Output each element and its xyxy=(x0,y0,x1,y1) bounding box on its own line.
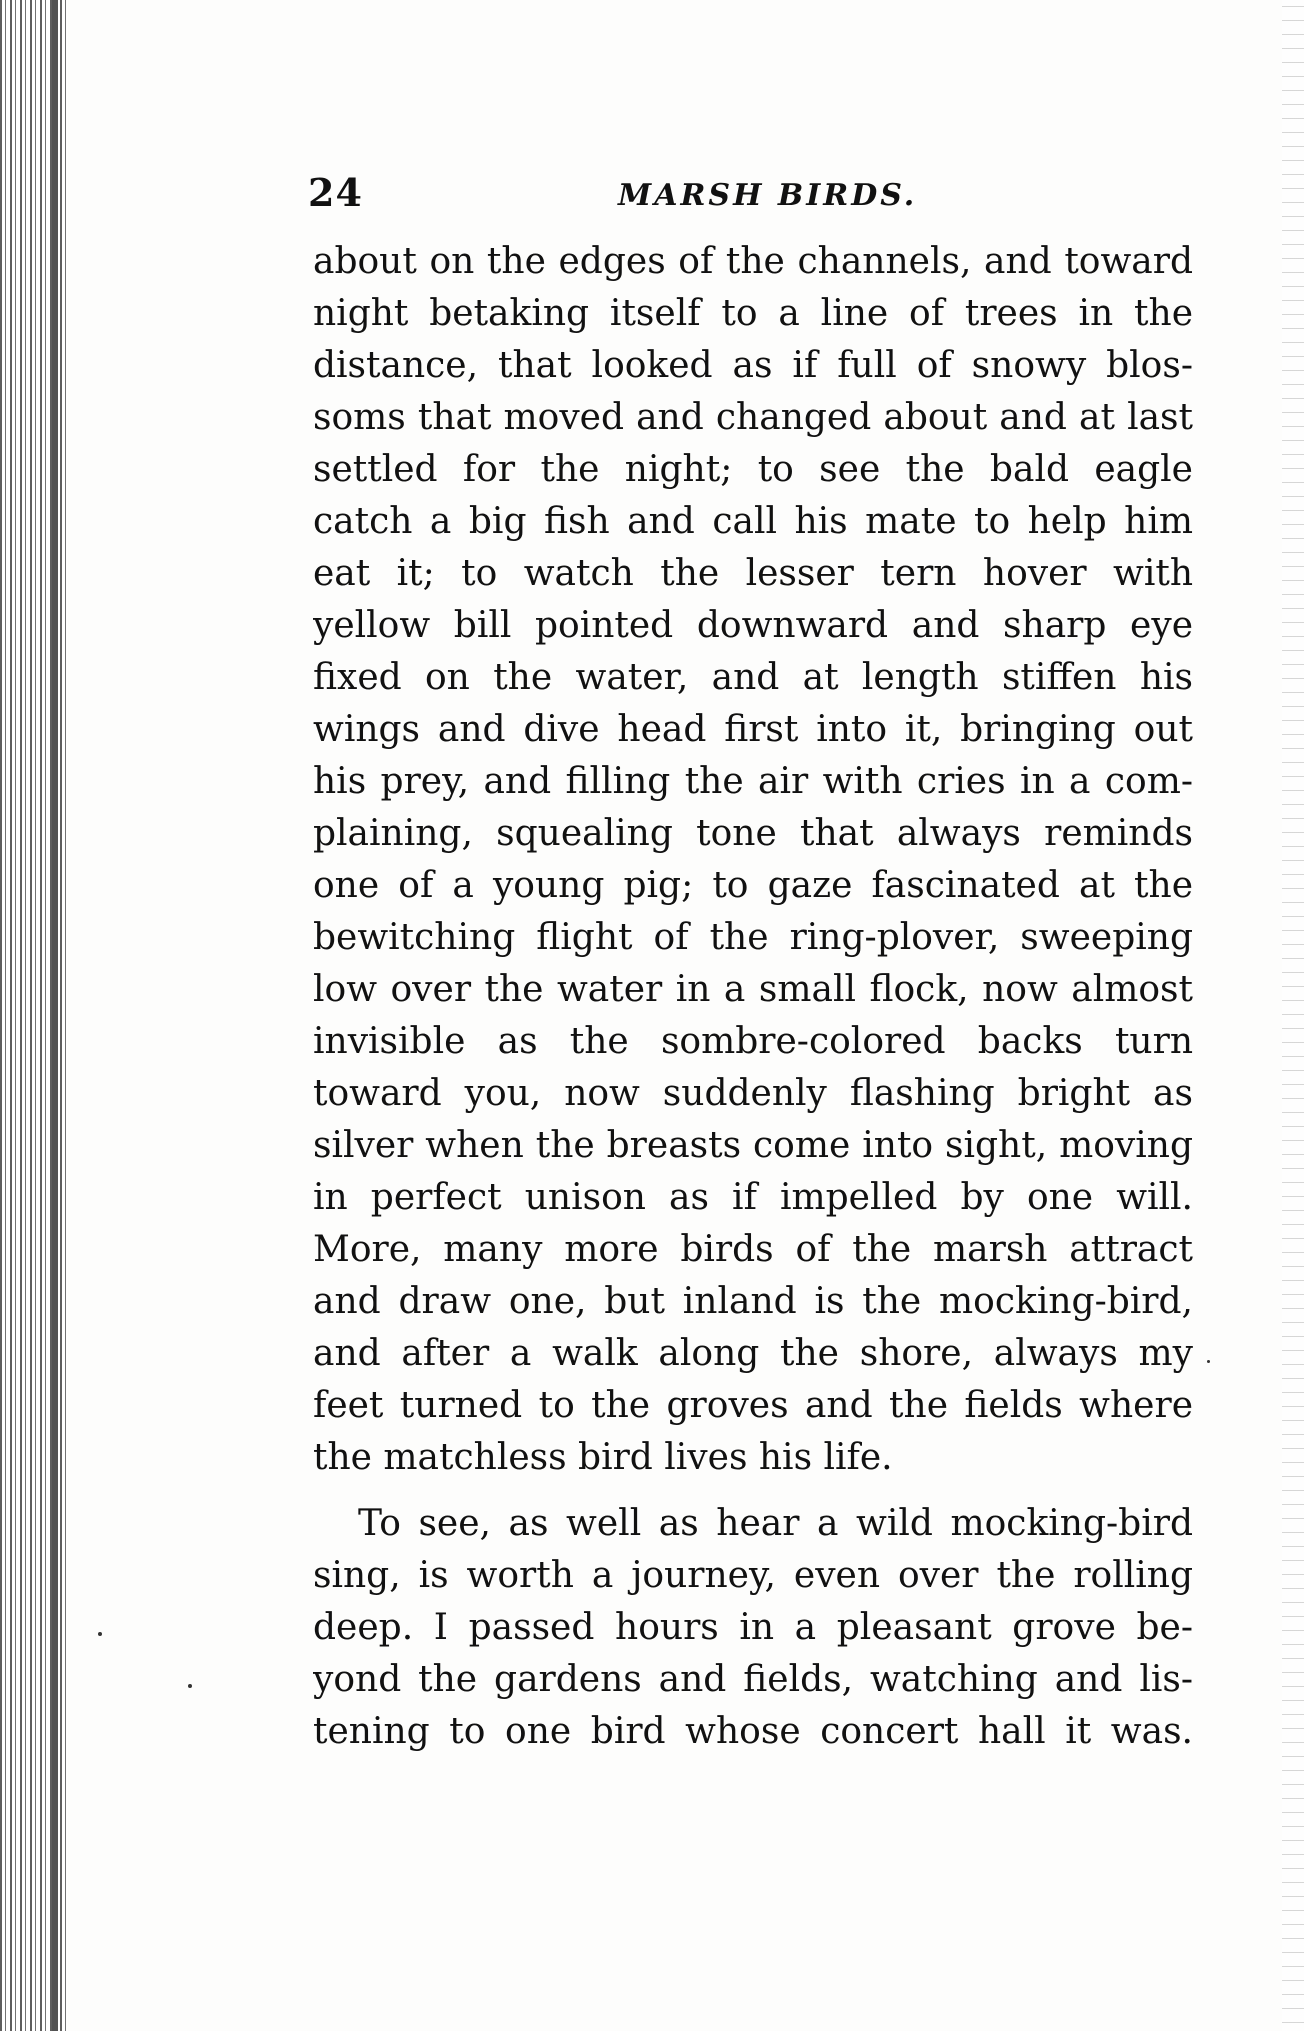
text-line: soms that moved and changed about and at last xyxy=(313,397,1193,438)
text-line: the matchless bird lives his life. xyxy=(313,1437,893,1478)
scan-speck xyxy=(188,1684,192,1688)
paragraph xyxy=(313,1498,1193,1758)
text-line: his prey, and filling the air with cries in a com- xyxy=(313,761,1193,802)
book-binding-edge xyxy=(0,0,68,2031)
text-line: To see, as well as hear a wild mocking-bird xyxy=(358,1503,1193,1544)
scan-speck xyxy=(98,1632,102,1636)
page-right-edge xyxy=(1282,0,1304,2031)
text-line: one of a young pig; to gaze fascinated at the xyxy=(313,865,1193,906)
text-line: plaining, squealing tone that always reminds xyxy=(313,813,1193,854)
text-line: yond the gardens and fields, watching and lis- xyxy=(313,1659,1193,1700)
text-line: deep. I passed hours in a pleasant grove be- xyxy=(313,1607,1193,1648)
body-text xyxy=(313,236,1193,1758)
text-line: feet turned to the groves and the fields where xyxy=(313,1385,1193,1426)
text-line: wings and dive head first into it, bringing out xyxy=(313,709,1193,750)
text-line: invisible as the sombre-colored backs turn xyxy=(313,1021,1193,1062)
text-line: More, many more birds of the marsh attract xyxy=(313,1229,1193,1270)
scan-speck xyxy=(1207,1360,1210,1363)
paragraph xyxy=(313,236,1193,1484)
text-line: about on the edges of the channels, and toward xyxy=(313,241,1193,282)
text-line: toward you, now suddenly flashing bright as xyxy=(313,1073,1193,1114)
page-number: 24 xyxy=(308,170,363,215)
text-line: settled for the night; to see the bald eagle xyxy=(313,449,1193,490)
text-line: and draw one, but inland is the mocking-bird, xyxy=(313,1281,1193,1322)
paragraph-gap xyxy=(313,1484,1193,1498)
text-line: sing, is worth a journey, even over the rolling xyxy=(313,1555,1193,1596)
text-line: in perfect unison as if impelled by one will. xyxy=(313,1177,1193,1218)
text-line: catch a big fish and call his mate to help him xyxy=(313,501,1193,542)
text-line: yellow bill pointed downward and sharp eye xyxy=(313,605,1193,646)
text-line: night betaking itself to a line of trees in the xyxy=(313,293,1193,334)
text-line: silver when the breasts come into sight, moving xyxy=(313,1125,1193,1166)
text-line: low over the water in a small flock, now almost xyxy=(313,969,1193,1010)
text-line: and after a walk along the shore, always my xyxy=(313,1333,1193,1374)
text-line: distance, that looked as if full of snowy blos- xyxy=(313,345,1193,386)
running-head: MARSH BIRDS. xyxy=(618,178,918,213)
text-line: bewitching flight of the ring-plover, sweeping xyxy=(313,917,1193,958)
page-header xyxy=(308,170,1188,218)
text-line: fixed on the water, and at length stiffen his xyxy=(313,657,1193,698)
text-line: tening to one bird whose concert hall it was. xyxy=(313,1711,1193,1752)
text-line: eat it; to watch the lesser tern hover with xyxy=(313,553,1193,594)
